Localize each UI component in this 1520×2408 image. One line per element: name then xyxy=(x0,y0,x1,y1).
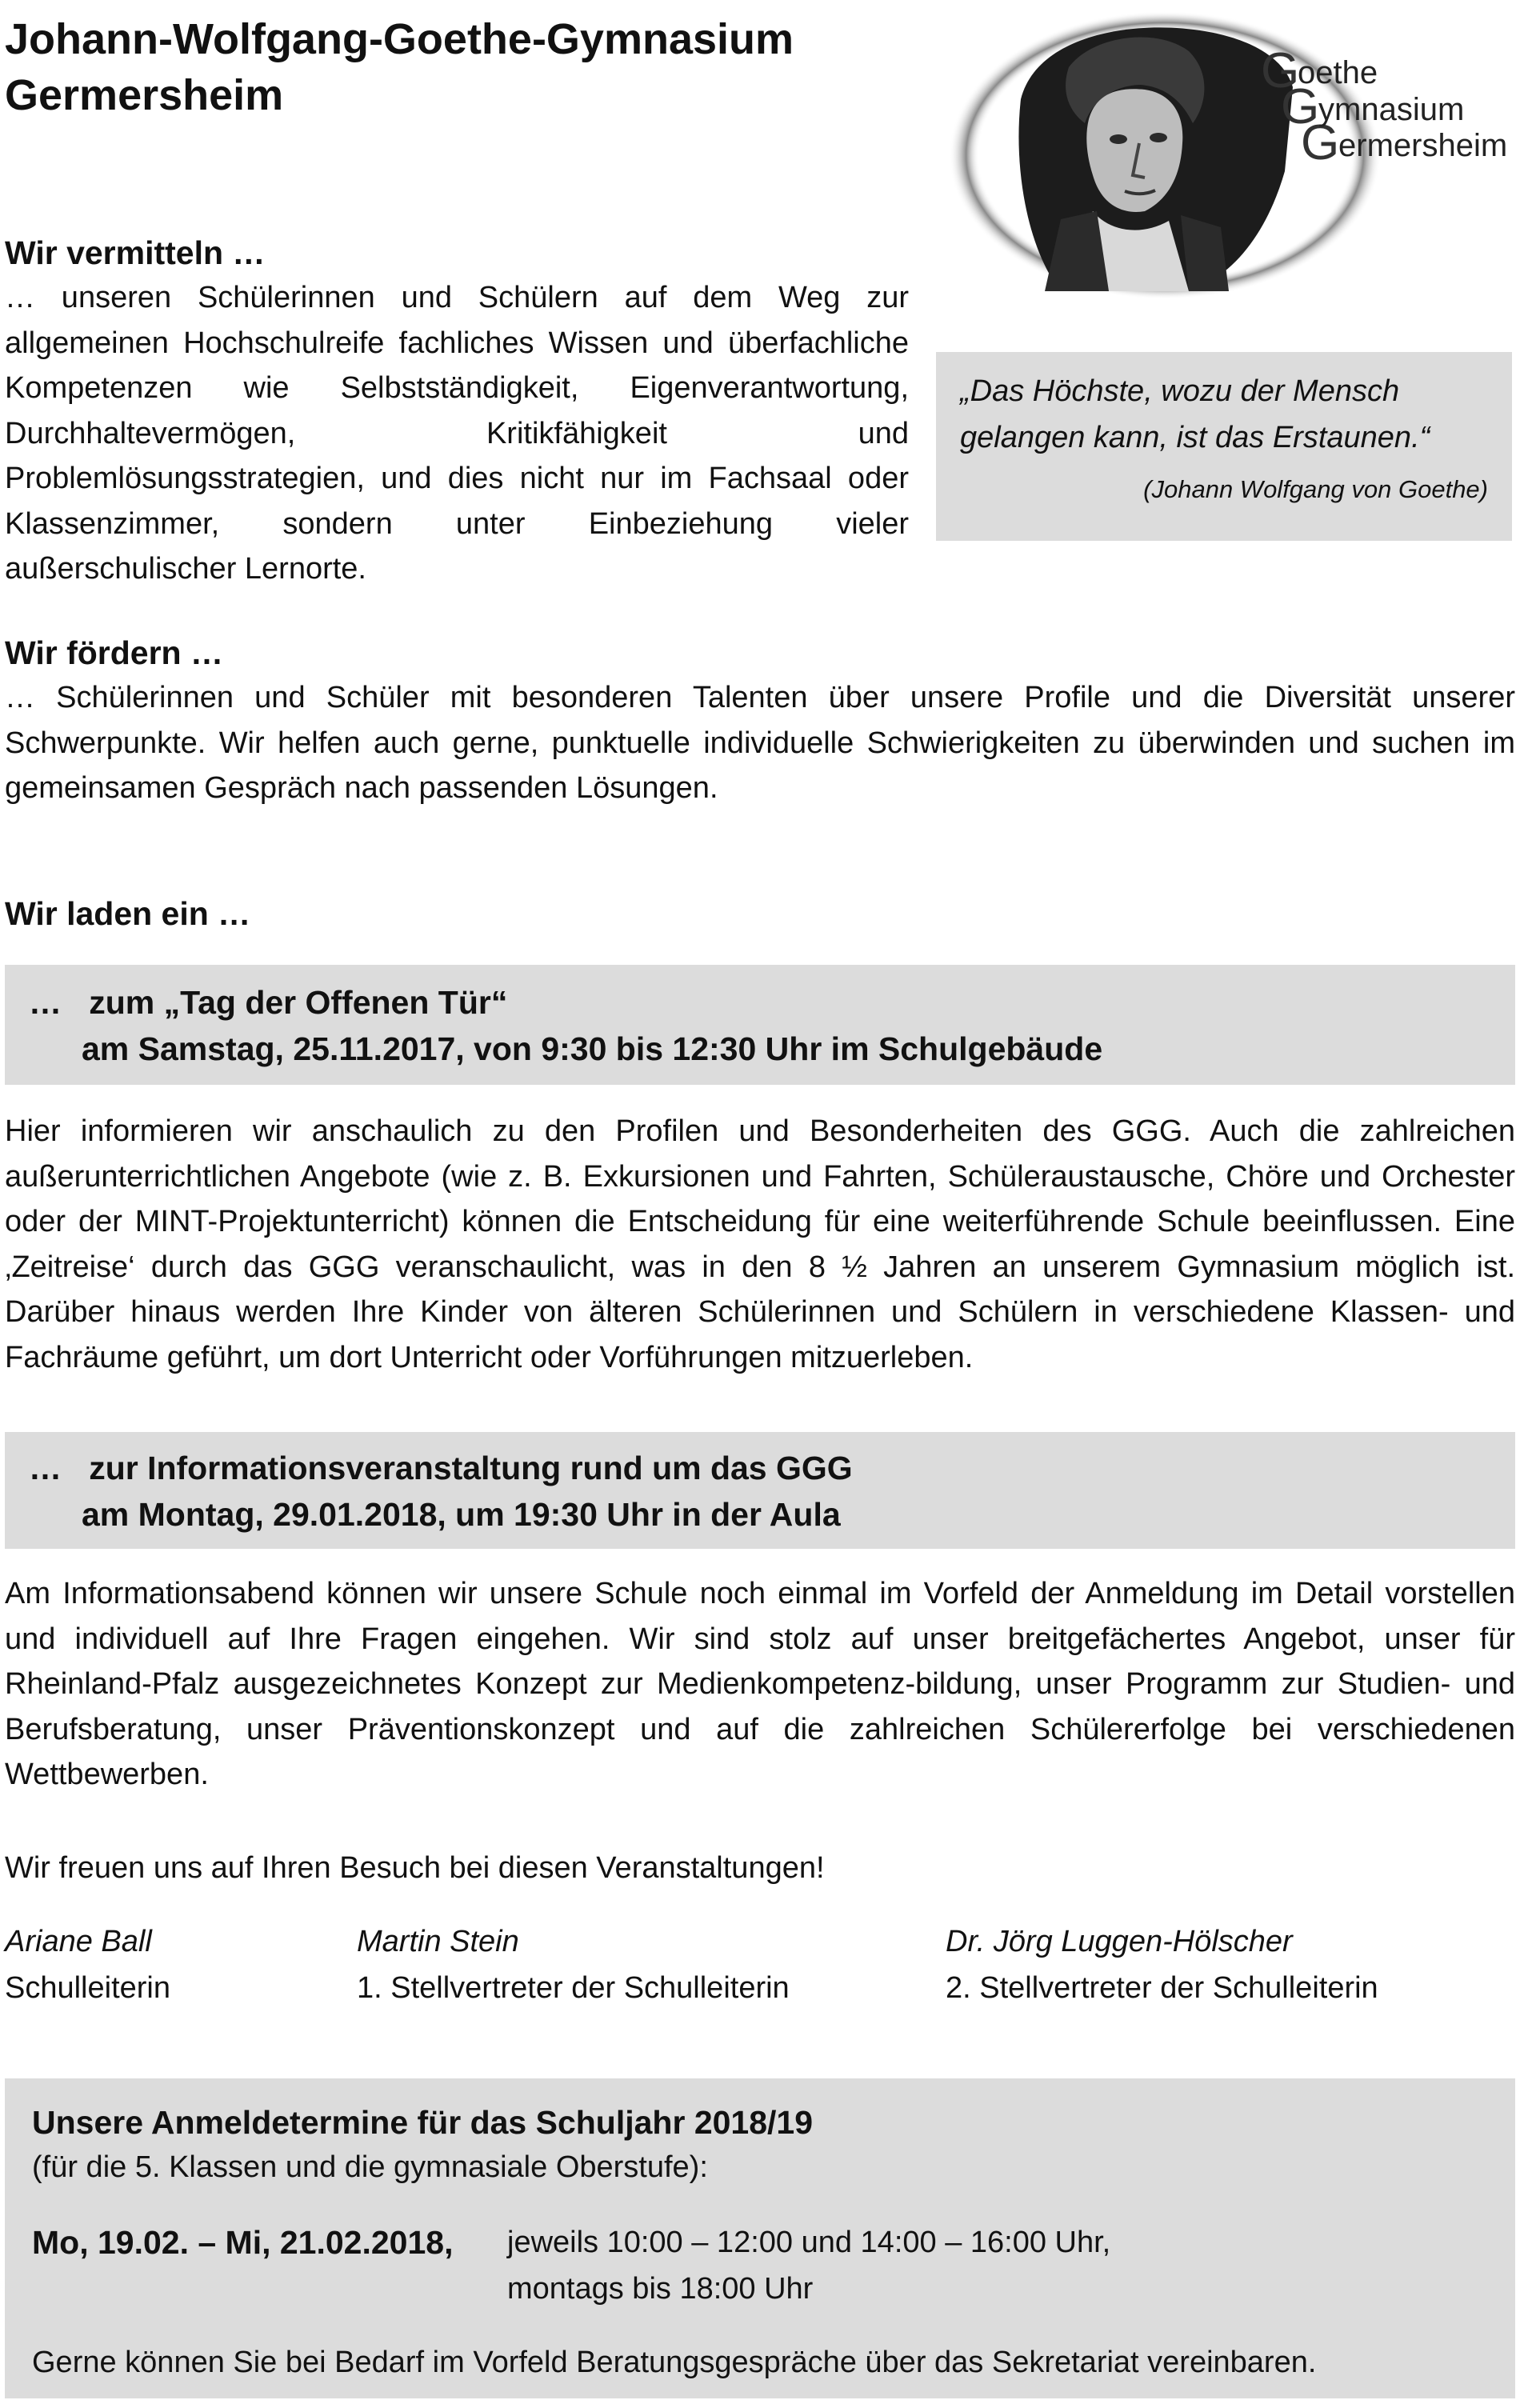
logo-word-2: ymnasium xyxy=(1318,92,1465,127)
event-date: am Samstag, 25.11.2017, von 9:30 bis 12:30 Uhr im Schulgebäude xyxy=(82,1030,1103,1067)
logo-word-3: ermersheim xyxy=(1338,128,1508,163)
quote-line-1: „Das Höchste, wozu der Mensch xyxy=(960,374,1400,408)
registration-subheading: (für die 5. Klassen und die gymnasiale Oberstufe): xyxy=(32,2150,708,2184)
registration-heading: Unsere Anmeldetermine für das Schuljahr 2018/19 xyxy=(32,2104,814,2141)
event-date: am Montag, 29.01.2018, um 19:30 Uhr in der Aula xyxy=(82,1496,841,1533)
event-open-day-banner xyxy=(5,965,1515,1085)
event-description: Am Informationsabend können wir unsere Schule noch einmal im Vorfeld der Anmeldung im Detail vorstellen und individuell auf Ihre Fragen eingehen. Wir sind stolz auf unser breitgefächertes Angebot, unser für Rheinland-Pfalz ausgezeichnetes Konzept zur Medienkompetenz-bildung, unser Programm zur Studien- und Berufsberatung, unser Präventionskonzept und auf die zahlreichen Schülererfolge bei verschiedenen Wettbewerben. xyxy=(5,1577,1515,1791)
signature-block-1 xyxy=(5,1918,373,2011)
section-einladen xyxy=(5,891,250,936)
event-description: Hier informieren wir anschaulich zu den Profilen und Besonderheiten des GGG. Auch die zahlreichen außerunterrichtlichen Angebote (wie z. B. Exkursionen und Fahrten, Schüleraustausche, Chöre und Orchester oder der MINT-Projektunterricht) können die Entscheidung für eine weiterführende Schule beeinflussen. Eine ‚Zeitreise‘ durch das GGG veranschaulicht, was in den 8 ½ Jahren an unserem Gymnasium möglich ist. Darüber hinaus werden Ihre Kinder von älteren Schülerinnen und Schülern in verschiedene Klassen- und Fachräume geführt, um dort Unterricht oder Vorführungen mitzuerleben. xyxy=(5,1114,1515,1374)
event-title: zum „Tag der Offenen Tür“ xyxy=(89,984,508,1021)
section-heading: Wir fördern … xyxy=(5,634,223,671)
title-line-1: Johann-Wolfgang-Goethe-Gymnasium xyxy=(5,15,794,63)
signature-block-3 xyxy=(946,1918,1515,2011)
event-title: zur Informationsveranstaltung rund um das GGG xyxy=(89,1450,853,1486)
event-title-line xyxy=(29,1445,1515,1491)
signature-role: 2. Stellvertreter der Schulleiterin xyxy=(946,1971,1378,2005)
ellipsis-prefix: … xyxy=(29,1450,62,1486)
logo-letter-3: G xyxy=(1301,115,1340,170)
signature-block-2 xyxy=(357,1918,933,2011)
logo-word-1: oethe xyxy=(1298,55,1378,90)
section-heading: Wir vermitteln … xyxy=(5,234,266,271)
registration-times-2: montags bis 18:00 Uhr xyxy=(507,2272,814,2306)
event-title-line xyxy=(29,979,1515,1026)
quote-line-2: gelangen kann, ist das Erstaunen.“ xyxy=(960,421,1430,454)
logo-letter-1: G xyxy=(1261,43,1300,98)
section-vermitteln xyxy=(5,230,909,592)
signature-role: Schulleiterin xyxy=(5,1971,170,2005)
registration-box xyxy=(5,2078,1515,2398)
closing-text: Wir freuen uns auf Ihren Besuch bei diesen Veranstaltungen! xyxy=(5,1851,825,1885)
event-info-evening-body xyxy=(5,1571,1515,1798)
signature-name: Ariane Ball xyxy=(5,1925,152,1958)
section-body: … unseren Schülerinnen und Schülern auf dem Weg zur allgemeinen Hochschulreife fachliches Wissen und überfachliche Kompetenzen wie Selbstständigkeit, Eigenverantwortung, Durchhaltevermögen, Kritikfähigkeit und Problemlösungsstrategien, und dies nicht nur im Fachsaal oder Klassenzimmer, sondern unter Einbeziehung vieler außerschulischer Lernorte. xyxy=(5,281,909,586)
page-title xyxy=(5,11,794,123)
signature-name: Martin Stein xyxy=(357,1925,519,1958)
logo-letter-2: G xyxy=(1281,79,1320,134)
ellipsis-prefix: … xyxy=(29,984,62,1021)
registration-dates: Mo, 19.02. – Mi, 21.02.2018, xyxy=(32,2224,454,2261)
registration-note: Gerne können Sie bei Bedarf im Vorfeld Beratungsgespräche über das Sekretariat vereinbaren. xyxy=(32,2346,1317,2379)
school-logo xyxy=(949,11,1509,307)
section-body: … Schülerinnen und Schüler mit besonderen Talenten über unsere Profile und die Diversität unserer Schwerpunkte. Wir helfen auch gerne, punktuelle individuelle Schwierigkeiten zu überwinden und suchen im gemeinsamen Gespräch nach passenden Lösungen. xyxy=(5,681,1515,805)
registration-times-1: jeweils 10:00 – 12:00 und 14:00 – 16:00 Uhr, xyxy=(507,2226,1111,2259)
signature-role: 1. Stellvertreter der Schulleiterin xyxy=(357,1971,790,2005)
section-foerdern xyxy=(5,630,1515,811)
event-info-evening-banner xyxy=(5,1432,1515,1549)
goethe-portrait-icon xyxy=(949,11,1509,307)
signature-name: Dr. Jörg Luggen-Hölscher xyxy=(946,1925,1293,1958)
goethe-quote-box xyxy=(936,352,1512,541)
title-line-2: Germersheim xyxy=(5,71,284,119)
event-open-day-body xyxy=(5,1109,1515,1380)
registration-schedule xyxy=(32,2219,1491,2315)
section-heading: Wir laden ein … xyxy=(5,895,251,932)
quote-author: (Johann Wolfgang von Goethe) xyxy=(1143,475,1488,503)
